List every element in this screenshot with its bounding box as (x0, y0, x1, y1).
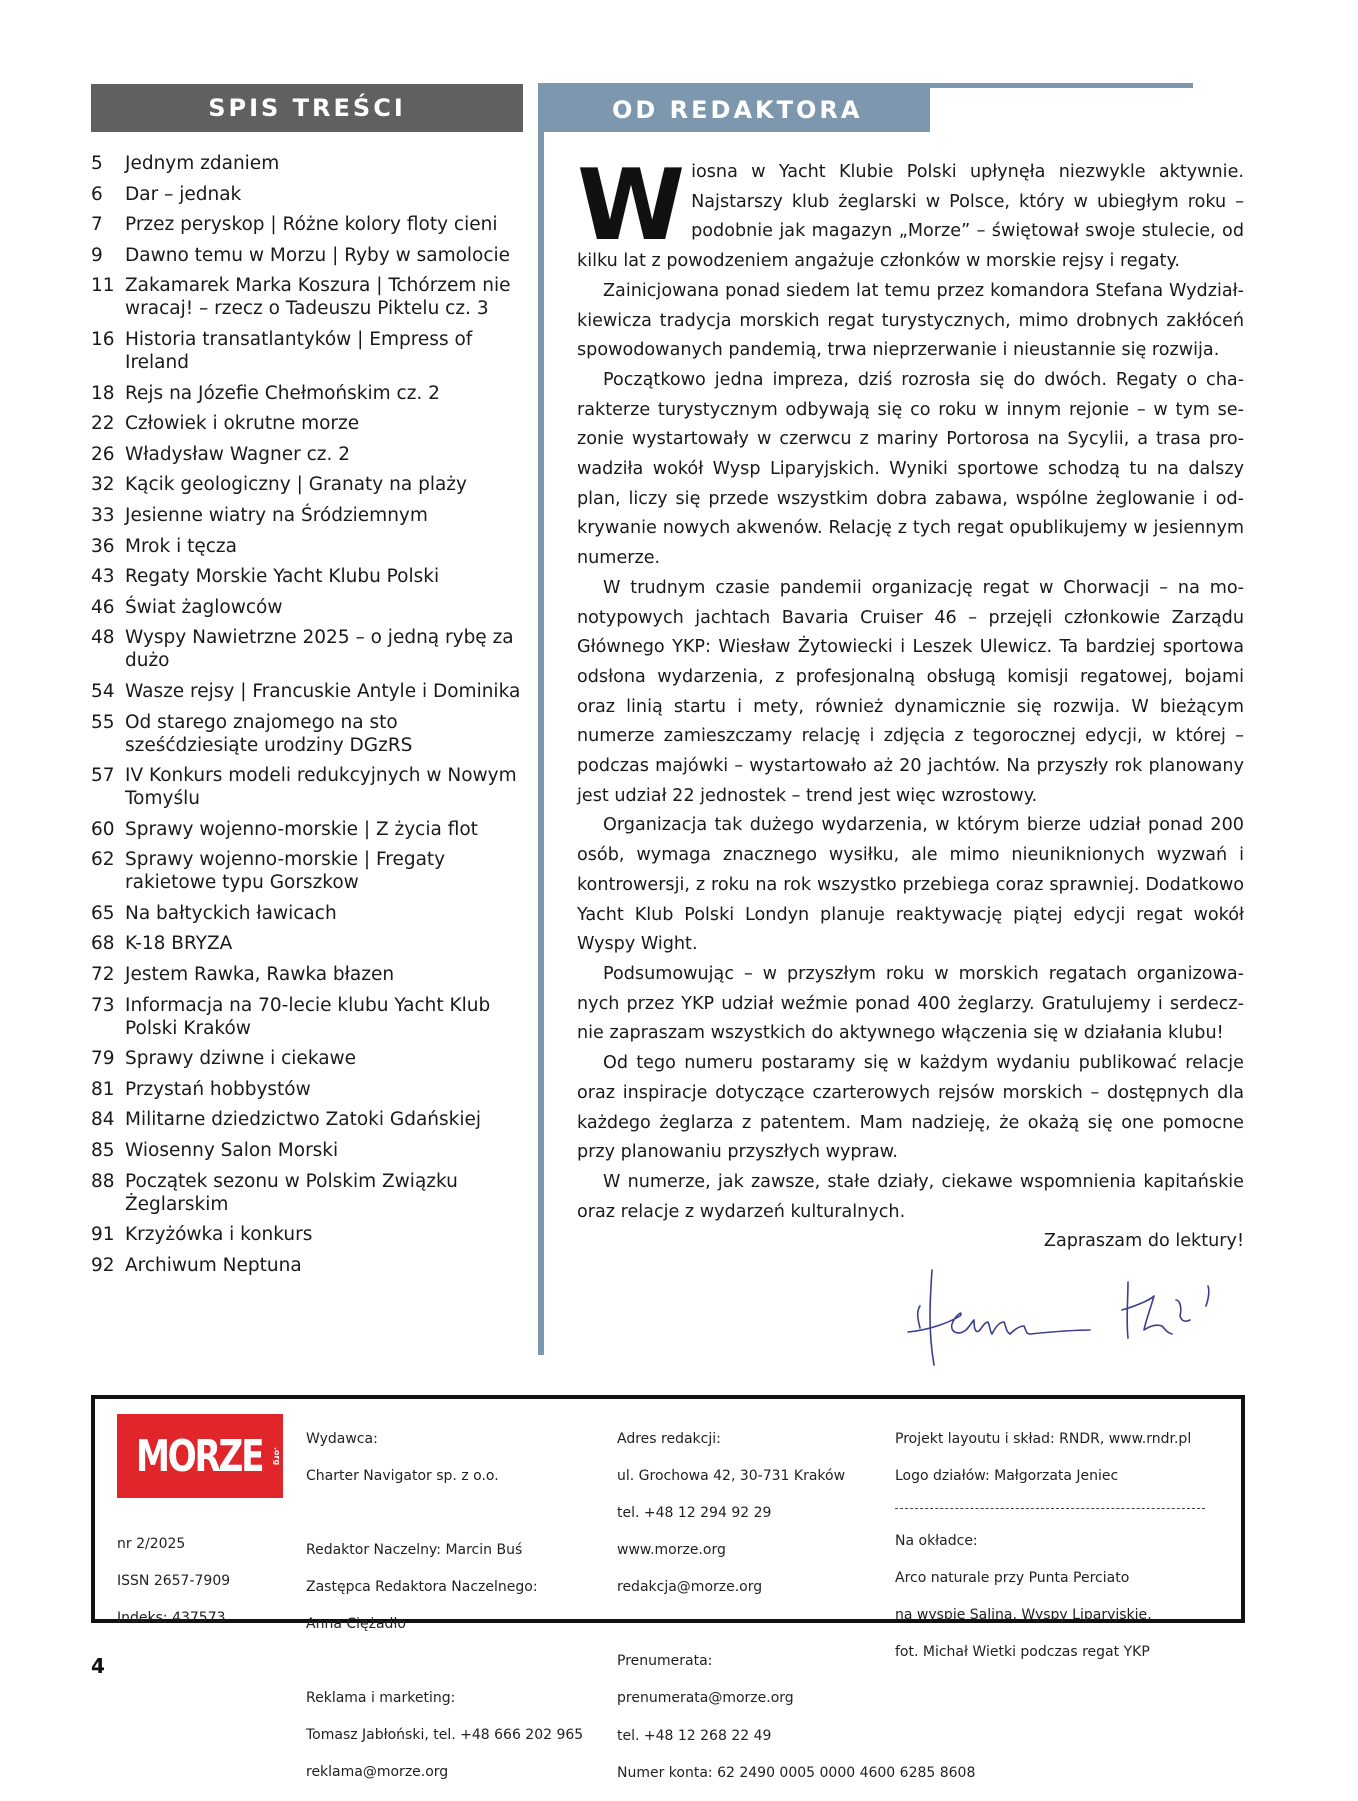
toc-title: Człowiek i okrutne morze (125, 413, 360, 435)
toc-page-number: 79 (91, 1048, 115, 1070)
toc-page-number: 88 (91, 1170, 115, 1192)
toc-title: Archiwum Neptuna (125, 1254, 302, 1276)
toc-title: IV Konkurs modeli redukcyjnych w Nowym Tomyślu (125, 765, 517, 810)
toc-item (91, 1078, 523, 1101)
toc-title: Sprawy wojenno-morskie | Fregaty rakietowe typu Gorszkow (125, 849, 446, 894)
cover-label: Na okładce: (895, 1532, 978, 1549)
toc-page-number: 73 (91, 994, 115, 1016)
email: redakcja@morze.org (617, 1579, 763, 1596)
toc-title: Początek sezonu w Polskim Związku Żeglarskim (125, 1170, 458, 1215)
toc-item (91, 565, 523, 588)
toc-title: Historia transatlantyków | Empress of Ireland (125, 328, 473, 373)
toc-item (91, 473, 523, 496)
editorial-paragraphs (577, 277, 1244, 1228)
toc-page-number: 36 (91, 535, 115, 557)
divider (895, 1508, 1205, 1509)
toc-title: Wasze rejsy | Francuskie Antyle i Dominika (125, 680, 521, 702)
toc-item (91, 1223, 523, 1246)
layout-credit: Projekt layoutu i skład: RNDR, www.rndr.pl (895, 1430, 1192, 1447)
toc-title: Jestem Rawka, Rawka błazen (125, 964, 395, 986)
toc-list (91, 152, 523, 1284)
toc-page-number: 32 (91, 474, 115, 496)
toc-item (91, 504, 523, 527)
toc-item (91, 848, 523, 894)
toc-page-number: 9 (91, 244, 103, 266)
toc-item (91, 382, 523, 405)
toc-page-number: 60 (91, 818, 115, 840)
toc-title: Wiosenny Salon Morski (125, 1140, 339, 1162)
toc-title: Kącik geologiczny | Granaty na plaży (125, 474, 467, 496)
toc-title: Rejs na Józefie Chełmońskim cz. 2 (125, 382, 440, 404)
publisher-info (306, 1411, 583, 1800)
editorial-paragraph: Od tego numeru postaramy się w każdym wydaniu publikować relacje oraz inspiracje dotyczące czarterowych rejsów morskich – dostępnych dla każdego żeglarza z patentem. Mam nadzieję, że okażą się one pomocne przy planowaniu przyszłych wypraw. (577, 1053, 1244, 1163)
toc-title: Jednym zdaniem (125, 153, 280, 174)
toc-item (91, 596, 523, 619)
toc-page-number: 26 (91, 443, 115, 465)
subscription-label: Prenumerata: (617, 1653, 713, 1670)
subscription-phone: tel. +48 12 268 22 49 (617, 1727, 772, 1744)
toc-page-number: 65 (91, 902, 115, 924)
editor-in-chief: Redaktor Naczelny: Marcin Buś (306, 1541, 523, 1558)
toc-item (91, 535, 523, 558)
subscription-email: prenumerata@morze.org (617, 1690, 794, 1707)
toc-page-number: 48 (91, 627, 115, 649)
toc-item (91, 963, 523, 986)
toc-page-number: 91 (91, 1224, 115, 1246)
toc-page-number: 62 (91, 849, 115, 871)
toc-item (91, 412, 523, 435)
cover-line: Arco naturale przy Punta Perciato (895, 1569, 1130, 1586)
editorial-paragraph: Zainicjowana ponad siedem lat temu przez komandora Stefana Wydziałkiewicza tradycja morskich regat turystycznych, mimo drobnych zakłóceń spowodowanych pandemią, trwa nieprzerwanie i nieustannie się rozwija. (577, 280, 1244, 361)
logo-sub: .org (272, 1446, 282, 1466)
toc-title: Krzyżówka i konkurs (125, 1224, 313, 1246)
toc-item (91, 626, 523, 672)
editorial-paragraph: Organizacja tak dużego wydarzenia, w którym bierze udział ponad 200 osób, wymaga znacznego wysiłku, ale mimo nieuniknionych wyzwań i kontrowersji, z roku na rok wszystko przebiega coraz sprawniej. Dodatkowo Yacht Klub Polski Londyn planuje reaktywację piątej edycji regat wokół Wyspy Wight. (577, 815, 1244, 955)
toc-page-number: 46 (91, 596, 115, 618)
editorial-paragraph: W trudnym czasie pandemii organizację regat w Chorwacji – na monotypowych jachtach Bavaria Cruiser 46 – przejęli członkowie Zarządu Głównego YKP: Wiesław Żytowiecki i Leszek Ulewicz. Ta bardziej sportowa odsłona wydarzenia, z profesjonalną obsługą komisji regatowej, bojami oraz linią startu i mety, również dynamicznie się rozwija. W bieżącym numerze zamieszczamy relację i zdjęcia z tegorocznej edycji, w której – podczas majówki – wystartowało aż 20 jachtów. Na przyszły rok planowany jest udział 22 jednostek – trend jest więc wzrostowy. (577, 577, 1244, 806)
toc-title: Wyspy Nawietrzne 2025 – o jedną rybę za dużo (125, 627, 514, 672)
toc-item (91, 932, 523, 955)
toc-title: Dar – jednak (125, 183, 242, 205)
toc-page-number: 6 (91, 183, 103, 205)
toc-page-number: 11 (91, 275, 115, 297)
toc-page-number: 72 (91, 964, 115, 986)
toc-page-number: 18 (91, 382, 115, 404)
bank-account: Numer konta: 62 2490 0005 0000 4600 6285 8608 (617, 1764, 976, 1781)
editorial-paragraph: Podsumowując – w przyszłym roku w morskich regatach organizowanych przez YKP udział weźmie ponad 400 żeglarzy. Gratulujemy i serdecznie zapraszam wszystkich do aktywnego włączenia się w działania klubu! (577, 963, 1244, 1044)
cover-line: fot. Michał Wietki podczas regat YKP (895, 1644, 1150, 1661)
phone: tel. +48 12 294 92 29 (617, 1504, 772, 1521)
toc-title: Regaty Morskie Yacht Klubu Polski (125, 566, 440, 588)
toc-item (91, 711, 523, 757)
toc-page-number: 81 (91, 1078, 115, 1100)
toc-title: Mrok i tęcza (125, 535, 237, 557)
editorial-paragraph: Początkowo jedna impreza, dziś rozrosła się do dwóch. Regaty o charakterze turystycznym odbywają się co roku w innym rejonie – w tym sezonie wystartowały w czerwcu z mariny Portorosa na Sycylii, a trasa prowadziła wokół Wysp Liparyjskich. Wyniki sportowe schodzą tu na dalszy plan, liczy się przede wszystkim dobra zabawa, wspólne żeglowanie i odkrywanie nowych akwenów. Relację z tych regat opublikujemy w jesiennym numerze. (577, 369, 1244, 569)
toc-item (91, 680, 523, 703)
toc-page-number: 54 (91, 680, 115, 702)
editorial-paragraph: W numerze, jak zawsze, stałe działy, ciekawe wspomnienia kapitańskie oraz relacje z wydarzeń kulturalnych. (577, 1171, 1244, 1222)
logo-text: MORZE (136, 1430, 263, 1482)
editorial-heading: OD REDAKTORA (538, 88, 930, 132)
toc-title: Sprawy dziwne i ciekawe (125, 1048, 357, 1070)
ads-email: reklama@morze.org (306, 1764, 449, 1781)
toc-title: Świat żaglowców (125, 596, 283, 618)
toc-item (91, 328, 523, 374)
toc-title: Informacja na 70-lecie klubu Yacht Klub Polski Kraków (125, 994, 491, 1039)
toc-page-number: 7 (91, 214, 103, 236)
toc-title: Jesienne wiatry na Śródziemnym (125, 504, 428, 526)
publisher-label: Wydawca: (306, 1430, 378, 1447)
morze-logo (117, 1414, 283, 1498)
toc-title: Przez peryskop | Różne kolory floty cieni (125, 214, 498, 236)
logo-credit: Logo działów: Małgorzata Jeniec (895, 1467, 1119, 1484)
page-number: 4 (91, 1654, 105, 1678)
toc-item (91, 183, 523, 206)
toc-page-number: 92 (91, 1254, 115, 1276)
toc-item (91, 1108, 523, 1131)
toc-title: Władysław Wagner cz. 2 (125, 443, 351, 465)
deputy: Anna Ciężadło (306, 1615, 406, 1632)
editorial-first-text: iosna w Yacht Klubie Polski upłynęła niezwykle aktywnie. Najstarszy klub żeglarski w Polsce, który w ubiegłym roku – podobnie jak magazyn „Morze” – świętował swoje stulecie, od kilku lat z powodzeniem angażuje członków w morskie rejsy i regaty. (577, 162, 1244, 272)
toc-page-number: 16 (91, 328, 115, 350)
toc-title: Na bałtyckich ławicach (125, 902, 337, 924)
toc-page-number: 55 (91, 711, 115, 733)
drop-cap: W (577, 149, 682, 263)
issue-number: nr 2/2025 (117, 1535, 186, 1552)
address: ul. Grochowa 42, 30-731 Kraków (617, 1467, 846, 1484)
toc-title: Od starego znajomego na sto sześćdziesiąte urodziny DGzRS (125, 711, 413, 756)
toc-item (91, 274, 523, 320)
editorial-side-rule (538, 83, 544, 1355)
editor-signature (900, 1260, 1250, 1370)
deputy-label: Zastępca Redaktora Naczelnego: (306, 1578, 538, 1595)
editorial-paragraph (577, 149, 1244, 277)
toc-item (91, 1254, 523, 1277)
editorial-closing: Zapraszam do lektury! (1043, 1231, 1244, 1252)
issue-info (117, 1516, 230, 1646)
toc-item (91, 244, 523, 267)
website: www.morze.org (617, 1542, 726, 1559)
toc-page-number: 22 (91, 413, 115, 435)
toc-page-number: 68 (91, 933, 115, 955)
ads-contact: Tomasz Jabłoński, tel. +48 666 202 965 (306, 1726, 584, 1743)
toc-title: Przystań hobbystów (125, 1078, 311, 1100)
toc-item (91, 818, 523, 841)
toc-page-number: 85 (91, 1140, 115, 1162)
toc-title: Zakamarek Marka Koszura | Tchórzem nie wracaj! – rzecz o Tadeuszu Piktelu cz. 3 (125, 275, 511, 320)
toc-item (91, 152, 523, 175)
toc-title: Sprawy wojenno-morskie | Z życia flot (125, 818, 478, 840)
toc-page-number: 57 (91, 765, 115, 787)
publisher: Charter Navigator sp. z o.o. (306, 1467, 499, 1484)
toc-page-number: 5 (91, 153, 103, 174)
toc-item (91, 1139, 523, 1162)
editorial-body (577, 149, 1244, 1257)
toc-item (91, 902, 523, 925)
ads-label: Reklama i marketing: (306, 1689, 456, 1706)
toc-item (91, 1170, 523, 1216)
toc-item (91, 213, 523, 236)
toc-page-number: 84 (91, 1109, 115, 1131)
index-number: Indeks: 437573 (117, 1609, 226, 1626)
toc-title: Dawno temu w Morzu | Ryby w samolocie (125, 244, 511, 266)
toc-item (91, 443, 523, 466)
toc-heading: SPIS TREŚCI (91, 84, 523, 132)
cover-line: na wyspie Salina, Wyspy Liparyjskie, (895, 1606, 1152, 1623)
toc-item (91, 1047, 523, 1070)
address-label: Adres redakcji: (617, 1430, 721, 1447)
issn: ISSN 2657-7909 (117, 1572, 231, 1589)
toc-page-number: 33 (91, 504, 115, 526)
toc-item (91, 764, 523, 810)
toc-title: Militarne dziedzictwo Zatoki Gdańskiej (125, 1109, 482, 1131)
credits-info (895, 1411, 1205, 1680)
toc-page-number: 43 (91, 566, 115, 588)
toc-item (91, 994, 523, 1040)
toc-title: K-18 BRYZA (125, 933, 233, 955)
